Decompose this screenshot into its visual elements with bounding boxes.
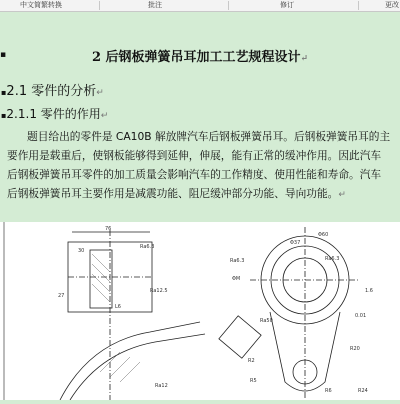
dim-label: Ra6.3 (140, 244, 155, 250)
dim-label: Φ60 (318, 232, 329, 238)
dim-label: R24 (358, 388, 368, 394)
left-view-arm (60, 322, 200, 400)
ribbon-separator (99, 1, 100, 10)
paragraph-line: 后钢板弹簧吊耳零件的加工质量会影响汽车的工作精度、使用性能和寿命。汽车 (7, 168, 382, 181)
body-paragraph (7, 127, 395, 203)
paragraph-mark: ▪ (0, 50, 7, 60)
dim-label: Ra6.3 (325, 256, 340, 262)
dim-label: Ra12 (155, 383, 168, 389)
return-mark: ↵ (338, 190, 346, 200)
dim-label: R20 (350, 346, 360, 352)
section-detail (219, 316, 261, 358)
ribbon-separator (358, 1, 359, 10)
dim-label: Φ37 (290, 240, 301, 246)
section-title-text: 2.1 零件的分析 (6, 84, 97, 99)
dim-label: R5 (250, 378, 257, 384)
paragraph-line: 题目给出的零件是 CA10B 解放牌汽车后钢板弹簧吊耳。后钢板弹簧吊耳的主 (27, 130, 391, 143)
return-mark: ↵ (300, 54, 309, 64)
subsection-bullet: ▪ (1, 111, 7, 120)
paragraph-line-text: 后钢板弹簧吊耳主要作用是减震功能、阻尼缓冲部分功能、导向功能。 (7, 187, 339, 200)
chapter-title (0, 46, 400, 65)
engineering-drawing-svg (0, 222, 400, 400)
dim-label: Ra50 (260, 318, 273, 324)
dim-label: 0.01 (355, 313, 367, 319)
ribbon-group-chinese-conversion[interactable]: 中文简繁转换 (20, 1, 62, 9)
section-title (1, 80, 104, 99)
paragraph-line: 要作用是载重后，使钢板能够得到延伸，伸展，能有正常的缓冲作用。因此汽车 (7, 149, 382, 162)
dim-label: Ra12.5 (150, 288, 168, 294)
engineering-drawing (0, 222, 400, 400)
dim-label: R6 (325, 388, 332, 394)
dim-label: 1.6 (365, 288, 373, 294)
return-mark: ↵ (96, 88, 104, 98)
chapter-title-text: 2 后钢板弹簧吊耳加工工艺规程设计 (91, 50, 301, 65)
ribbon-group-comments[interactable]: 批注 (148, 1, 162, 9)
subsection-title (1, 105, 108, 122)
subsection-title-text: 2.1.1 零件的作用 (6, 107, 101, 121)
dim-label: 27 (58, 293, 65, 299)
left-view-boss (90, 250, 112, 308)
dim-label: L6 (115, 304, 121, 310)
ribbon-group-tracking[interactable]: 修订 (280, 1, 294, 9)
section-bullet: ▪ (1, 88, 7, 97)
dim-label: 76 (105, 226, 112, 232)
ribbon-separator (228, 1, 229, 10)
dimension-labels (58, 226, 373, 394)
dim-label: ΦM (232, 276, 241, 282)
word-review-ribbon (0, 0, 400, 12)
return-mark: ↵ (100, 111, 109, 121)
dim-label: Ra6.3 (230, 258, 245, 264)
ribbon-group-changes[interactable]: 更改 (385, 1, 399, 9)
hatching (92, 254, 140, 382)
dim-label: 30 (78, 248, 85, 254)
paragraph-line (7, 184, 395, 203)
left-view-arm-inner (70, 334, 205, 400)
dim-label: R2 (248, 358, 255, 364)
